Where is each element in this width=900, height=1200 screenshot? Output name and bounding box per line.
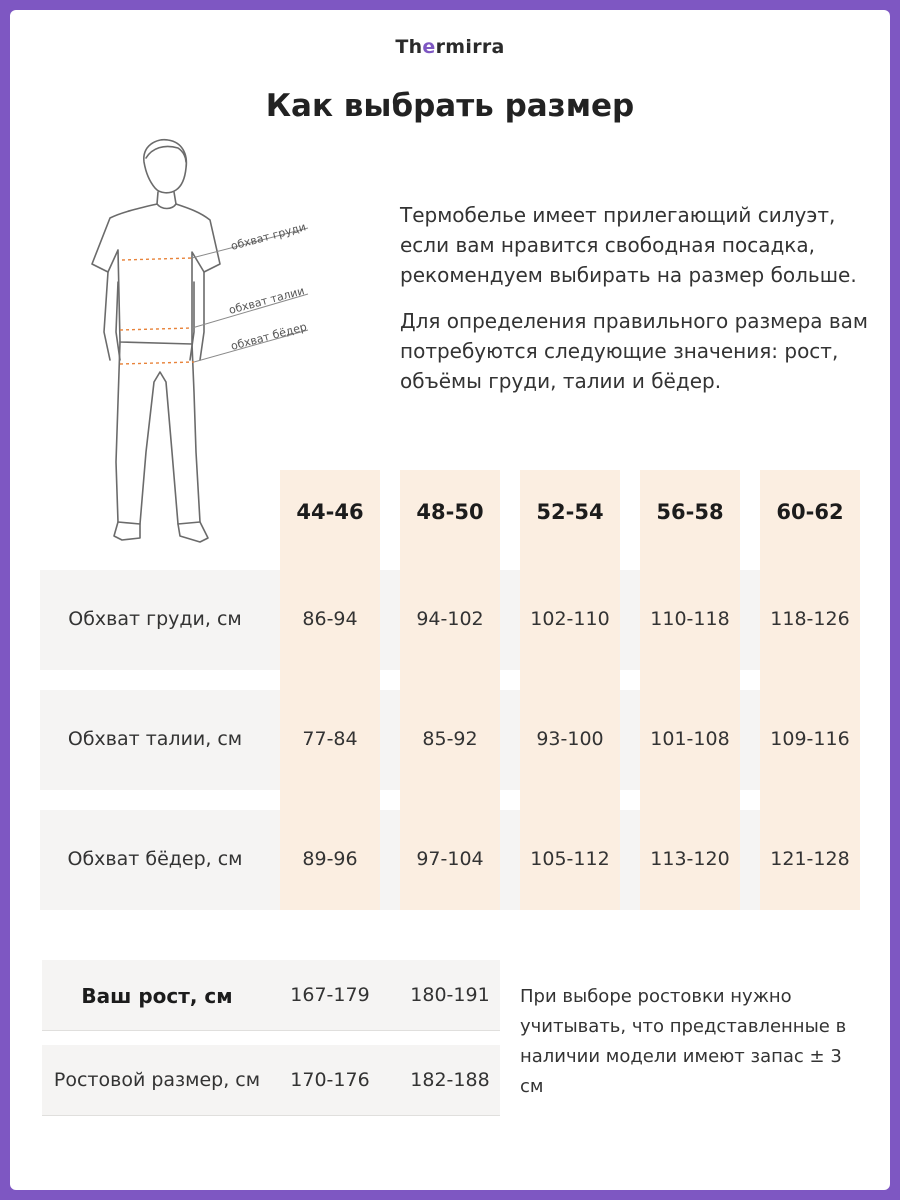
size-column-4	[640, 470, 740, 910]
table-cell: 105-112	[530, 848, 610, 870]
size-header: 44-46	[296, 500, 364, 524]
table-cell: 86-94	[302, 608, 358, 630]
table-cell: 109-116	[770, 728, 850, 750]
table-cell: 182-188	[410, 1069, 490, 1091]
waist-measure-label: обхват талии	[227, 284, 306, 317]
intro-paragraph-fit: Термобелье имеет прилегающий силуэт, если вам нравится свободная посадка, рекомендуем выбирать на размер больше.	[400, 203, 857, 287]
size-header: 60-62	[776, 500, 844, 524]
table-cell: 121-128	[770, 848, 850, 870]
table-cell: 101-108	[650, 728, 730, 750]
size-column-3	[520, 470, 620, 910]
height-row-label: Ваш рост, см	[81, 984, 233, 1008]
table-cell: 118-126	[770, 608, 850, 630]
size-guide-sheet	[10, 10, 890, 1190]
height-note: При выборе ростовки нужно учитывать, что представленные в наличии модели имеют запас ± 3 см	[520, 986, 847, 1097]
row-label-waist: Обхват талии, см	[67, 728, 243, 750]
table-cell: 180-191	[410, 984, 490, 1006]
size-column-2	[400, 470, 500, 910]
table-cell: 102-110	[530, 608, 610, 630]
page-title: Как выбрать размер	[265, 88, 635, 124]
size-column-5	[760, 470, 860, 910]
intro-text	[400, 200, 880, 412]
table-cell: 110-118	[650, 608, 730, 630]
table-cell: 85-92	[422, 728, 478, 750]
size-header: 56-58	[656, 500, 724, 524]
length-size-row-label: Ростовой размер, см	[53, 1069, 261, 1091]
row-label-chest: Обхват груди, см	[68, 608, 242, 630]
table-cell: 77-84	[302, 728, 358, 750]
table-cell: 167-179	[290, 984, 370, 1006]
size-header: 52-54	[536, 500, 604, 524]
size-column-1	[280, 470, 380, 910]
brand-logo: Thermirra	[395, 36, 505, 58]
table-cell: 170-176	[290, 1069, 370, 1091]
table-cell: 93-100	[536, 728, 604, 750]
size-header: 48-50	[416, 500, 484, 524]
table-cell: 97-104	[416, 848, 484, 870]
intro-paragraph-measurements: Для определения правильного размера вам потребуются следующие значения: рост, объёмы груди, талии и бёдер.	[400, 309, 869, 393]
row-label-hips: Обхват бёдер, см	[67, 848, 243, 870]
table-cell: 94-102	[416, 608, 484, 630]
hips-measure-label: обхват бёдер	[229, 320, 309, 353]
table-cell: 113-120	[650, 848, 730, 870]
chest-measure-label: обхват груди	[229, 220, 308, 253]
table-cell: 89-96	[302, 848, 358, 870]
